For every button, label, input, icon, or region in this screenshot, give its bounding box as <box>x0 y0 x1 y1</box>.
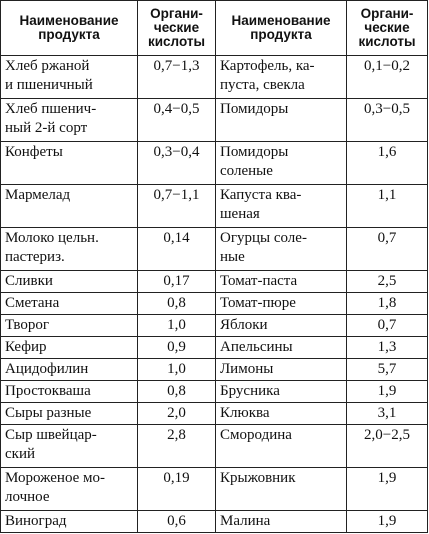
cell-acids-left: 0,9 <box>138 337 216 359</box>
cell-acids-right: 0,1−0,2 <box>347 56 428 99</box>
cell-product-right: Малина <box>216 511 347 533</box>
table-row <box>1 425 428 468</box>
cell-acids-right: 1,9 <box>347 511 428 533</box>
cell-product-left: Простокваша <box>1 381 138 403</box>
header-acids-right: Органи- ческие кислоты <box>347 1 428 56</box>
cell-acids-right: 0,7 <box>347 228 428 271</box>
cell-product-left: Сыр швейцар- ский <box>1 425 138 468</box>
table-row <box>1 381 428 403</box>
cell-product-right: Смородина <box>216 425 347 468</box>
cell-product-right: Томат-пюре <box>216 293 347 315</box>
cell-product-left: Кефир <box>1 337 138 359</box>
cell-acids-right: 1,1 <box>347 185 428 228</box>
cell-product-left: Сметана <box>1 293 138 315</box>
cell-acids-right: 2,0−2,5 <box>347 425 428 468</box>
table-row <box>1 271 428 293</box>
cell-product-right: Лимоны <box>216 359 347 381</box>
table-row <box>1 185 428 228</box>
table-row <box>1 468 428 511</box>
header-product-right: Наименование продукта <box>216 1 347 56</box>
cell-acids-right: 1,3 <box>347 337 428 359</box>
cell-acids-left: 0,8 <box>138 293 216 315</box>
cell-product-left: Творог <box>1 315 138 337</box>
cell-product-right: Огурцы соле- ные <box>216 228 347 271</box>
cell-product-right: Капуста ква- шеная <box>216 185 347 228</box>
cell-product-right: Томат-паста <box>216 271 347 293</box>
cell-acids-left: 0,14 <box>138 228 216 271</box>
cell-product-right: Крыжовник <box>216 468 347 511</box>
cell-acids-left: 2,0 <box>138 403 216 425</box>
table-row <box>1 403 428 425</box>
table-row <box>1 511 428 533</box>
header-product-left: Наименование продукта <box>1 1 138 56</box>
table-row <box>1 315 428 337</box>
cell-product-left: Мармелад <box>1 185 138 228</box>
cell-product-left: Сливки <box>1 271 138 293</box>
cell-acids-left: 1,0 <box>138 315 216 337</box>
table-row <box>1 228 428 271</box>
cell-product-left: Сыры разные <box>1 403 138 425</box>
table-row <box>1 56 428 99</box>
cell-acids-right: 0,3−0,5 <box>347 99 428 142</box>
cell-product-right: Яблоки <box>216 315 347 337</box>
cell-acids-right: 5,7 <box>347 359 428 381</box>
cell-product-left: Виноград <box>1 511 138 533</box>
cell-acids-right: 3,1 <box>347 403 428 425</box>
cell-product-right: Апельсины <box>216 337 347 359</box>
cell-product-right: Брусника <box>216 381 347 403</box>
cell-acids-right: 1,9 <box>347 468 428 511</box>
cell-acids-left: 1,0 <box>138 359 216 381</box>
cell-product-right: Клюква <box>216 403 347 425</box>
cell-acids-left: 0,4−0,5 <box>138 99 216 142</box>
cell-product-left: Хлеб ржаной и пшеничный <box>1 56 138 99</box>
cell-acids-right: 2,5 <box>347 271 428 293</box>
cell-acids-left: 0,7−1,3 <box>138 56 216 99</box>
header-acids-left: Органи- ческие кислоты <box>138 1 216 56</box>
cell-acids-left: 0,17 <box>138 271 216 293</box>
table-row <box>1 293 428 315</box>
cell-acids-left: 0,19 <box>138 468 216 511</box>
table-body <box>1 56 428 533</box>
cell-acids-left: 2,8 <box>138 425 216 468</box>
header-row <box>1 1 428 56</box>
cell-product-left: Хлеб пшенич- ный 2-й сорт <box>1 99 138 142</box>
cell-acids-left: 0,8 <box>138 381 216 403</box>
cell-product-left: Ацидофилин <box>1 359 138 381</box>
cell-acids-right: 1,9 <box>347 381 428 403</box>
cell-acids-right: 1,8 <box>347 293 428 315</box>
cell-product-left: Конфеты <box>1 142 138 185</box>
cell-product-left: Мороженое мо- лочное <box>1 468 138 511</box>
cell-product-left: Молоко цельн. пастериз. <box>1 228 138 271</box>
table-row <box>1 142 428 185</box>
cell-product-right: Помидоры соленые <box>216 142 347 185</box>
cell-acids-left: 0,6 <box>138 511 216 533</box>
cell-product-right: Помидоры <box>216 99 347 142</box>
cell-acids-right: 0,7 <box>347 315 428 337</box>
table-row <box>1 359 428 381</box>
cell-acids-left: 0,3−0,4 <box>138 142 216 185</box>
table-row <box>1 337 428 359</box>
cell-product-right: Картофель, ка- пуста, свекла <box>216 56 347 99</box>
cell-acids-left: 0,7−1,1 <box>138 185 216 228</box>
table-row <box>1 99 428 142</box>
cell-acids-right: 1,6 <box>347 142 428 185</box>
